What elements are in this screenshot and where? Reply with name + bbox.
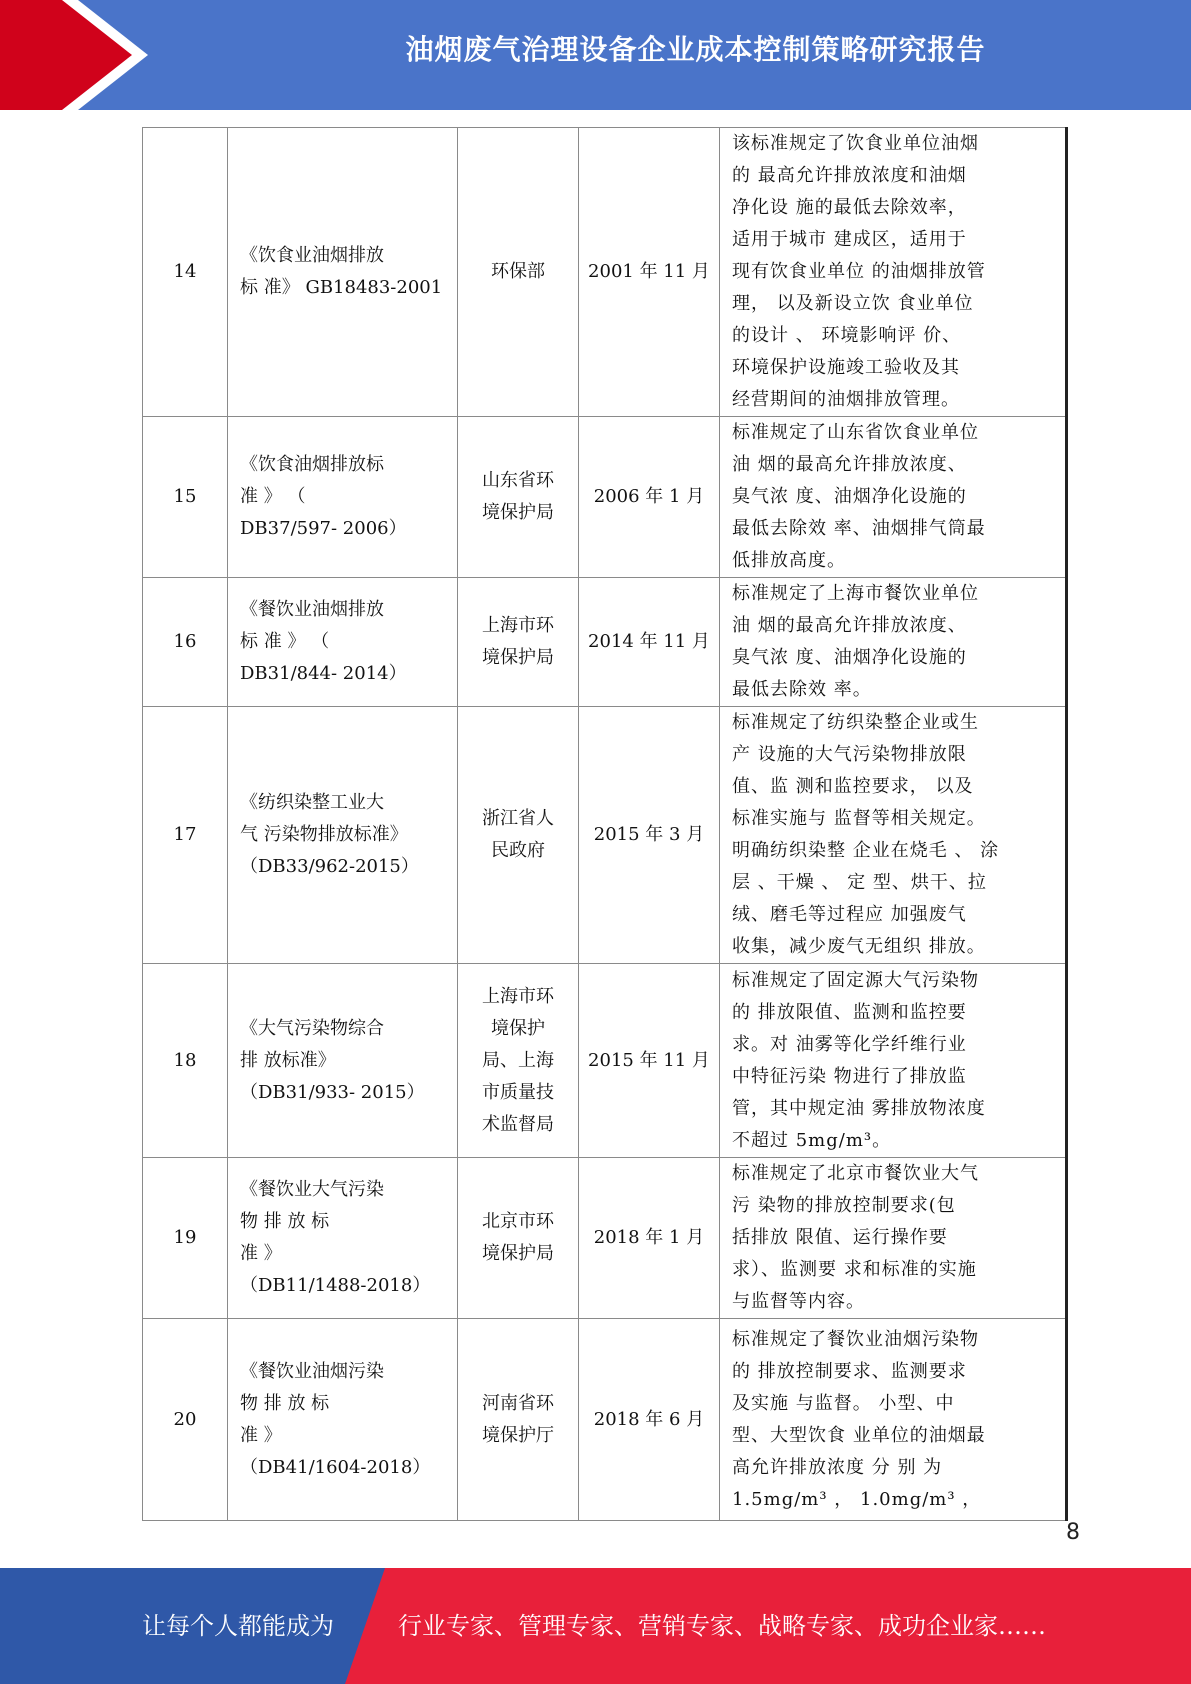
standard-description-line: 求。对 油雾等化学纤维行业 (732, 1033, 967, 1055)
table-row (143, 417, 1067, 578)
standard-description-line: 标准规定了餐饮业油烟污染物 (732, 1328, 979, 1350)
standard-name-line: 物 排 放 标 (240, 1211, 330, 1232)
issuing-authority-line: 境保护局 (482, 1243, 554, 1264)
standard-description-line: 标准规定了北京市餐饮业大气 (732, 1163, 979, 1184)
standard-name (228, 1158, 458, 1319)
page-title: 油烟废气治理设备企业成本控制策略研究报告 (405, 33, 986, 66)
issuing-authority (458, 128, 579, 417)
standard-name-line: DB37/597- 2006） (240, 518, 407, 539)
issue-date: 2006 年 1 月 (579, 417, 720, 578)
issuing-authority-line: 上海市环 (482, 615, 554, 636)
standard-description-line: 适用于城市 建成区，适用于 (732, 229, 967, 250)
standard-description-line: 污 染物的排放控制要求(包 (732, 1195, 956, 1216)
issuing-authority-line: 境保护局 (482, 647, 554, 668)
standard-name (228, 128, 458, 417)
standard-description-line: 中特征污染 物进行了排放监 (732, 1065, 967, 1087)
table-row (143, 707, 1067, 964)
standard-description-line: 环境保护设施竣工验收及其 (732, 357, 960, 378)
standard-name-line: 《饮食油烟排放标 (240, 454, 384, 475)
standard-name-line: 气 污染物排放标准》 (240, 824, 408, 845)
issuing-authority-line: 上海市环 (482, 985, 554, 1007)
standard-name-line: 排 放标准》 (240, 1049, 336, 1071)
issuing-authority (458, 578, 579, 707)
standard-description-line: 该标准规定了饮食业单位油烟 (732, 133, 979, 154)
standard-description-line: 油 烟的最高允许排放浓度、 (732, 454, 967, 475)
standard-description-line: 标准实施与 监督等相关规定。 (732, 808, 986, 829)
table-row (143, 578, 1067, 707)
issuing-authority (458, 417, 579, 578)
standard-description-line: 标准规定了固定源大气污染物 (732, 969, 979, 991)
standard-description-line: 求）、监测要 求和标准的实施 (732, 1259, 977, 1280)
issue-date: 2001 年 11 月 (579, 128, 720, 417)
row-number: 15 (143, 417, 228, 578)
standard-description-line: 明确纺织染整 企业在烧毛 、 涂 (732, 840, 1000, 861)
standard-description-line: 与监督等内容。 (732, 1291, 865, 1312)
standard-description-line: 标准规定了山东省饮食业单位 (732, 422, 979, 443)
standard-name (228, 1319, 458, 1521)
standard-description-line: 油 烟的最高允许排放浓度、 (732, 615, 967, 636)
standard-name-line: 准 》 （ (240, 486, 306, 507)
footer-slogan-left: 让每个人都能成为 (142, 1612, 334, 1640)
standard-description-line: 不超过 5mg/m³。 (732, 1129, 892, 1151)
standard-description-line: 现有饮食业单位 的油烟排放管 (732, 261, 986, 282)
issuing-authority-line: 浙江省人 (482, 808, 554, 829)
standard-description-line: 型、大型饮食 业单位的油烟最 (732, 1424, 986, 1446)
issuing-authority-line: 境保护厅 (482, 1424, 554, 1446)
standard-description (720, 1319, 1067, 1521)
standard-description-line: 标准规定了纺织染整企业或生 (732, 712, 979, 733)
standard-name-line: 《餐饮业油烟排放 (240, 599, 384, 620)
issuing-authority (458, 964, 579, 1158)
header-red-arrow-icon (0, 0, 150, 110)
standard-description-line: 收集，减少废气无组织 排放。 (732, 936, 986, 957)
issuing-authority-line: 山东省环 (482, 470, 554, 491)
issuing-authority-line: 境保护局 (482, 502, 554, 523)
table-row (143, 964, 1067, 1158)
standard-description-line: 值、监 测和监控要求， 以及 (732, 776, 974, 797)
issuing-authority (458, 707, 579, 964)
issue-date: 2018 年 6 月 (579, 1319, 720, 1521)
issuing-authority-line: 局、上海 (482, 1049, 554, 1071)
standard-description-line: 低排放高度。 (732, 550, 846, 571)
standard-description (720, 128, 1067, 417)
standard-name-line: 准 》 (240, 1424, 282, 1446)
standard-description-line: 及实施 与监督。 小型、中 (732, 1392, 955, 1414)
issuing-authority-line: 市质量技 (482, 1081, 554, 1103)
page-number: 8 (1066, 1520, 1080, 1545)
standard-name-line: 标 准 》 （ (240, 631, 330, 652)
header-banner (0, 0, 1191, 110)
row-number: 17 (143, 707, 228, 964)
issuing-authority (458, 1319, 579, 1521)
issue-date: 2018 年 1 月 (579, 1158, 720, 1319)
standard-description-line: 括排放 限值、运行操作要 (732, 1227, 948, 1248)
table-row (143, 1319, 1067, 1521)
standard-description-line: 理， 以及新设立饮 食业单位 (732, 293, 974, 314)
standard-name (228, 578, 458, 707)
issue-date: 2015 年 11 月 (579, 964, 720, 1158)
standard-description (720, 964, 1067, 1158)
standard-description-line: 高允许排放浓度 分 别 为 (732, 1456, 943, 1478)
standard-name-line: （DB41/1604-2018） (240, 1456, 431, 1478)
issuing-authority-line: 术监督局 (482, 1113, 554, 1135)
row-number: 18 (143, 964, 228, 1158)
standard-name-line: 《大气污染物综合 (240, 1017, 384, 1039)
standard-description-line: 产 设施的大气污染物排放限 (732, 744, 967, 765)
standard-description (720, 707, 1067, 964)
standard-description-line: 经营期间的油烟排放管理。 (732, 389, 960, 410)
standard-name (228, 417, 458, 578)
standard-name-line: 《餐饮业油烟污染 (240, 1360, 384, 1382)
standard-name-line: 标 准》 GB18483-2001 (240, 277, 443, 298)
standard-description-line: 净化设 施的最低去除效率， (732, 197, 967, 218)
standard-name-line: 《饮食业油烟排放 (240, 245, 384, 266)
issuing-authority-line: 境保护 (491, 1017, 545, 1039)
standard-name-line: 《纺织染整工业大 (240, 792, 384, 813)
issuing-authority-line: 河南省环 (482, 1392, 554, 1414)
standard-name (228, 964, 458, 1158)
row-number: 14 (143, 128, 228, 417)
footer-slogan-right: 行业专家、管理专家、营销专家、战略专家、成功企业家…… (398, 1612, 1046, 1640)
standard-description-line: 1.5mg/m³ ， 1.0mg/m³ ， (732, 1488, 982, 1510)
standard-name-line: （DB31/933- 2015） (240, 1081, 425, 1103)
row-number: 20 (143, 1319, 228, 1521)
issuing-authority-line: 环保部 (491, 261, 545, 282)
standard-description-line: 臭气浓 度、油烟净化设施的 (732, 486, 967, 507)
standards-table (142, 127, 1068, 1521)
standard-description (720, 578, 1067, 707)
standard-description-line: 标准规定了上海市餐饮业单位 (732, 583, 979, 604)
row-number: 16 (143, 578, 228, 707)
row-number: 19 (143, 1158, 228, 1319)
standard-description (720, 417, 1067, 578)
issue-date: 2014 年 11 月 (579, 578, 720, 707)
standard-name-line: （DB11/1488-2018） (240, 1275, 431, 1296)
issuing-authority (458, 1158, 579, 1319)
standard-name-line: （DB33/962-2015） (240, 856, 419, 877)
standard-description-line: 最低去除效 率、油烟排气筒最 (732, 518, 986, 539)
standard-description-line: 的 排放控制要求、监测要求 (732, 1360, 967, 1382)
standard-description-line: 臭气浓 度、油烟净化设施的 (732, 647, 967, 668)
standard-name (228, 707, 458, 964)
standard-name-line: 物 排 放 标 (240, 1392, 330, 1414)
standard-description-line: 最低去除效 率。 (732, 679, 872, 700)
issuing-authority-line: 北京市环 (482, 1211, 554, 1232)
standard-description-line: 层 、干燥 、 定 型、烘干、拉 (732, 872, 987, 893)
standard-description-line: 的设计 、 环境影响评 价、 (732, 325, 962, 346)
standard-description (720, 1158, 1067, 1319)
standard-description-line: 的 最高允许排放浓度和油烟 (732, 165, 967, 186)
issuing-authority-line: 民政府 (491, 840, 545, 861)
standard-name-line: DB31/844- 2014） (240, 663, 407, 684)
footer-banner (0, 1568, 1191, 1684)
standard-name-line: 《餐饮业大气污染 (240, 1179, 384, 1200)
issue-date: 2015 年 3 月 (579, 707, 720, 964)
standard-name-line: 准 》 (240, 1243, 282, 1264)
table-row (143, 128, 1067, 417)
standard-description-line: 管，其中规定油 雾排放物浓度 (732, 1097, 986, 1119)
standard-description-line: 绒、磨毛等过程应 加强废气 (732, 904, 967, 925)
standard-description-line: 的 排放限值、监测和监控要 (732, 1001, 967, 1023)
table-row (143, 1158, 1067, 1319)
